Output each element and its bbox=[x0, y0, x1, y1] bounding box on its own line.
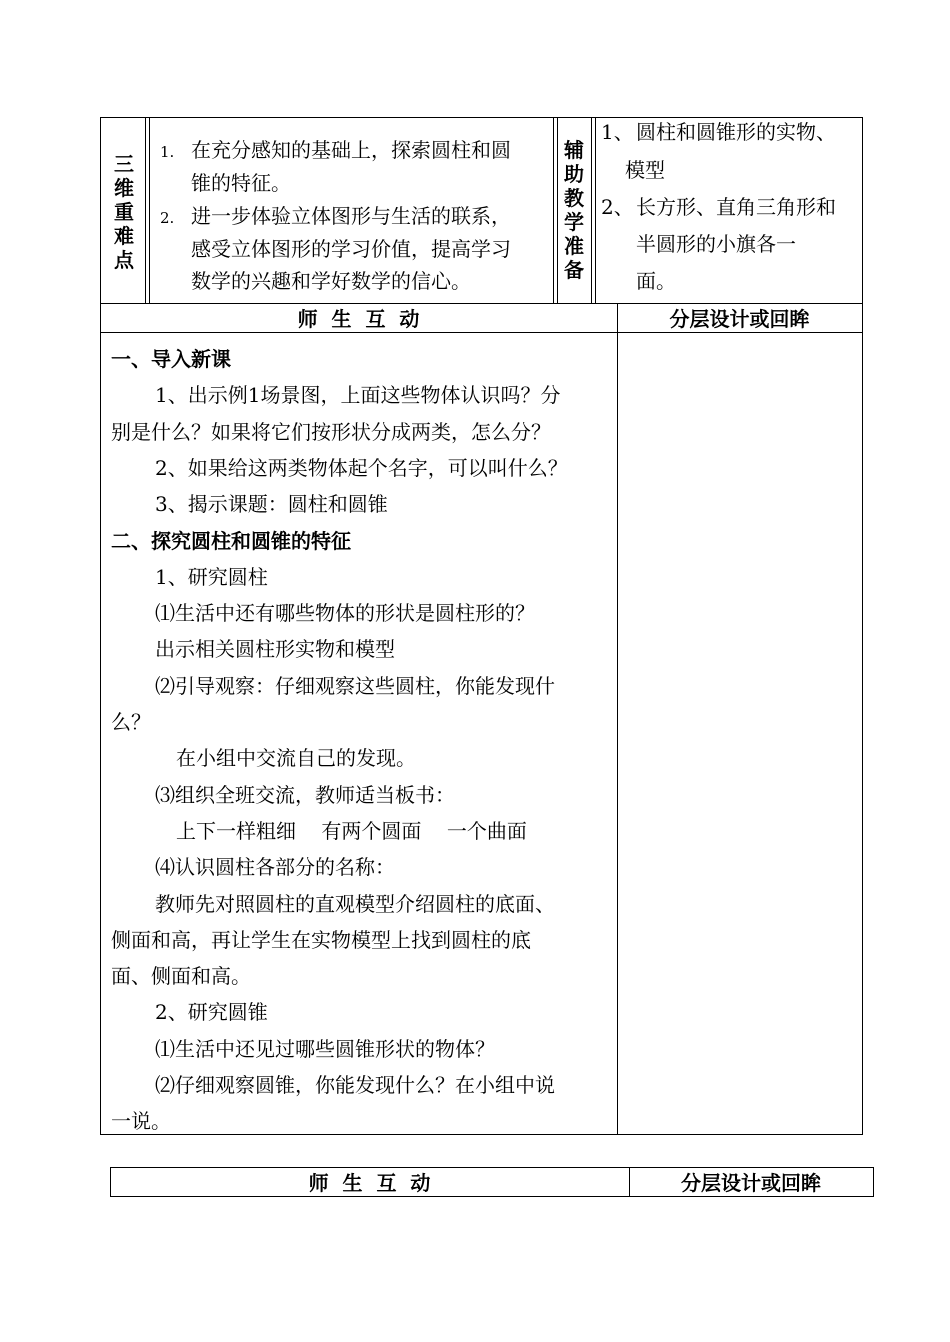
header-teacher-student-interaction: 师 生 互 动 bbox=[297, 307, 420, 331]
content-line: 么？ bbox=[111, 710, 151, 734]
content-line: 2、研究圆锥 bbox=[155, 1000, 268, 1024]
teaching-aids-label: 辅 助 教 学 准 备 bbox=[564, 138, 584, 282]
content-line: ⑴生活中还见过哪些圆锥形状的物体？ bbox=[155, 1037, 495, 1061]
header-teacher-student-interaction-2: 师 生 互 动 bbox=[308, 1171, 431, 1195]
content-line: 一说。 bbox=[111, 1109, 171, 1133]
content-line: 1、出示例1场景图，上面这些物体认识吗？分 bbox=[155, 383, 561, 407]
content-line: 在小组中交流自己的发现。 bbox=[176, 746, 416, 770]
content-line: ⑴生活中还有哪些物体的形状是圆柱形的？ bbox=[155, 601, 535, 625]
content-line: ⑶组织全班交流，教师适当板书： bbox=[155, 783, 455, 807]
content-line: 2、如果给这两类物体起个名字，可以叫什么？ bbox=[155, 456, 568, 480]
content-line: 面、侧面和高。 bbox=[111, 964, 251, 988]
content-line: ⑵引导观察：仔细观察这些圆柱，你能发现什 bbox=[155, 674, 555, 698]
header-layered-design: 分层设计或回眸 bbox=[669, 307, 810, 331]
section-heading: 一、导入新课 bbox=[111, 347, 231, 371]
content-line: 1、研究圆柱 bbox=[155, 565, 268, 589]
content-line: ⑵仔细观察圆锥，你能发现什么？在小组中说 bbox=[155, 1073, 555, 1097]
content-line: ⑷认识圆柱各部分的名称： bbox=[155, 855, 395, 879]
three-dimension-key-points-label: 三 维 重 难 点 bbox=[114, 152, 134, 272]
content-line: 出示相关圆柱形实物和模型 bbox=[155, 637, 395, 661]
content-line: 侧面和高，再让学生在实物模型上找到圆柱的底 bbox=[111, 928, 531, 952]
content-line: 教师先对照圆柱的直观模型介绍圆柱的底面、 bbox=[155, 892, 555, 916]
content-line: 3、揭示课题：圆柱和圆锥 bbox=[155, 492, 388, 516]
section-heading: 二、探究圆柱和圆锥的特征 bbox=[111, 529, 351, 553]
content-line: 上下一样粗细 有两个圆面 一个曲面 bbox=[176, 819, 527, 843]
header-layered-design-2: 分层设计或回眸 bbox=[681, 1171, 821, 1195]
content-line: 别是什么？如果将它们按形状分成两类，怎么分？ bbox=[111, 420, 551, 444]
